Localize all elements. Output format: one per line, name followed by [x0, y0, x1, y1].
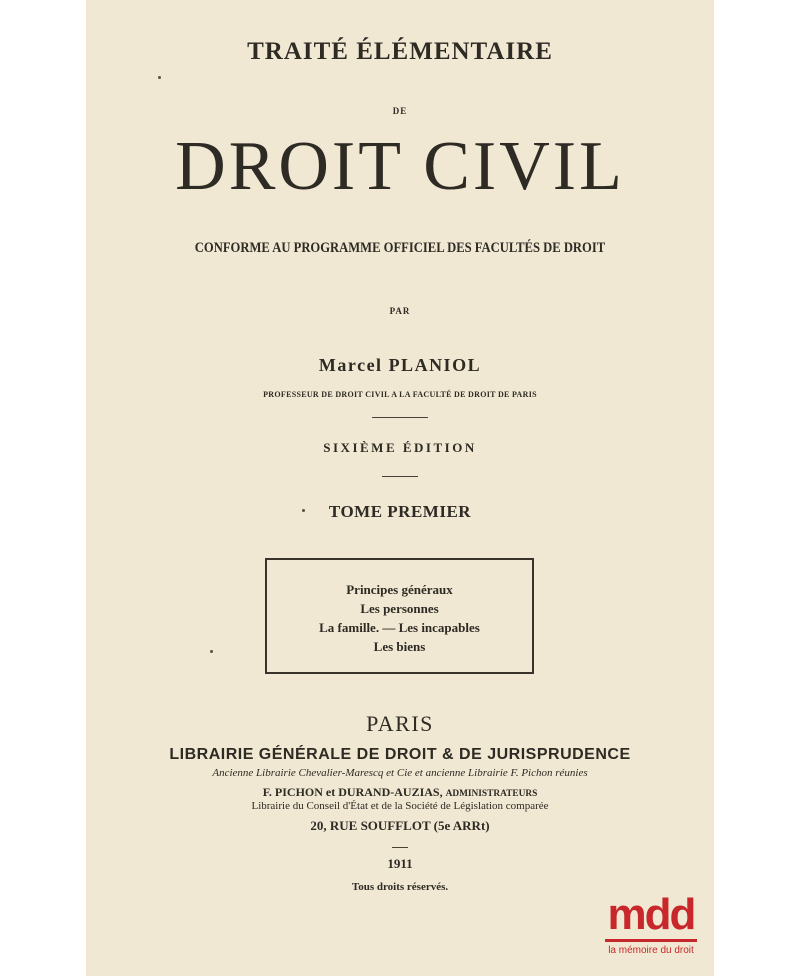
publisher-city: PARIS	[366, 711, 434, 736]
logo-mark: mdd	[607, 890, 695, 939]
author-last-name: PLANIOL	[388, 355, 482, 375]
logo-tagline: la mémoire du droit	[608, 945, 694, 956]
administrators-title: ADMINISTRATEURS	[445, 789, 538, 799]
subtitle: CONFORME AU PROGRAMME OFFICIEL DES FACULTÉS DE DROIT	[194, 240, 606, 256]
paper-speck	[210, 650, 213, 653]
volume: TOME PREMIER	[328, 502, 472, 521]
title-de: DE	[392, 106, 408, 116]
contents-item: La famille. — Les incapables	[319, 620, 480, 635]
logo-bar	[605, 939, 697, 942]
publisher-council: Librairie du Conseil d'État et de la Société de Législation comparée	[251, 800, 549, 812]
contents-item: Principes généraux	[346, 582, 453, 597]
publisher-name: LIBRAIRIE GÉNÉRALE DE DROIT & DE JURISPRUDENCE	[169, 746, 631, 763]
publisher-address: 20, RUE SOUFFLOT (5e ARRt)	[310, 818, 490, 833]
contents-box	[265, 558, 534, 674]
divider	[382, 476, 418, 477]
mdd-logo	[596, 890, 706, 956]
contents-item: Les biens	[373, 639, 426, 654]
author-first-name: Marcel	[318, 355, 383, 375]
author-name	[0, 355, 800, 376]
publisher-former: Ancienne Librairie Chevalier-Marescq et Cie et ancienne Librairie F. Pichon réunies	[212, 767, 588, 779]
edition: SIXIÈME ÉDITION	[323, 440, 477, 455]
divider	[392, 847, 408, 848]
publication-year: 1911	[387, 856, 413, 871]
author-position: PROFESSEUR DE DROIT CIVIL A LA FACULTÉ DE DROIT DE PARIS	[263, 390, 537, 399]
title-line-1: TRAITÉ ÉLÉMENTAIRE	[247, 38, 553, 65]
administrators-names: F. PICHON et DURAND-AUZIAS,	[262, 785, 443, 799]
main-title: DROIT CIVIL	[175, 128, 625, 205]
par-label: PAR	[389, 306, 411, 316]
paper-speck	[302, 509, 305, 512]
paper-speck	[158, 76, 161, 79]
rights-notice: Tous droits réservés.	[351, 881, 449, 893]
contents-item: Les personnes	[360, 601, 439, 616]
divider	[372, 417, 428, 418]
publisher-administrators	[0, 785, 800, 800]
